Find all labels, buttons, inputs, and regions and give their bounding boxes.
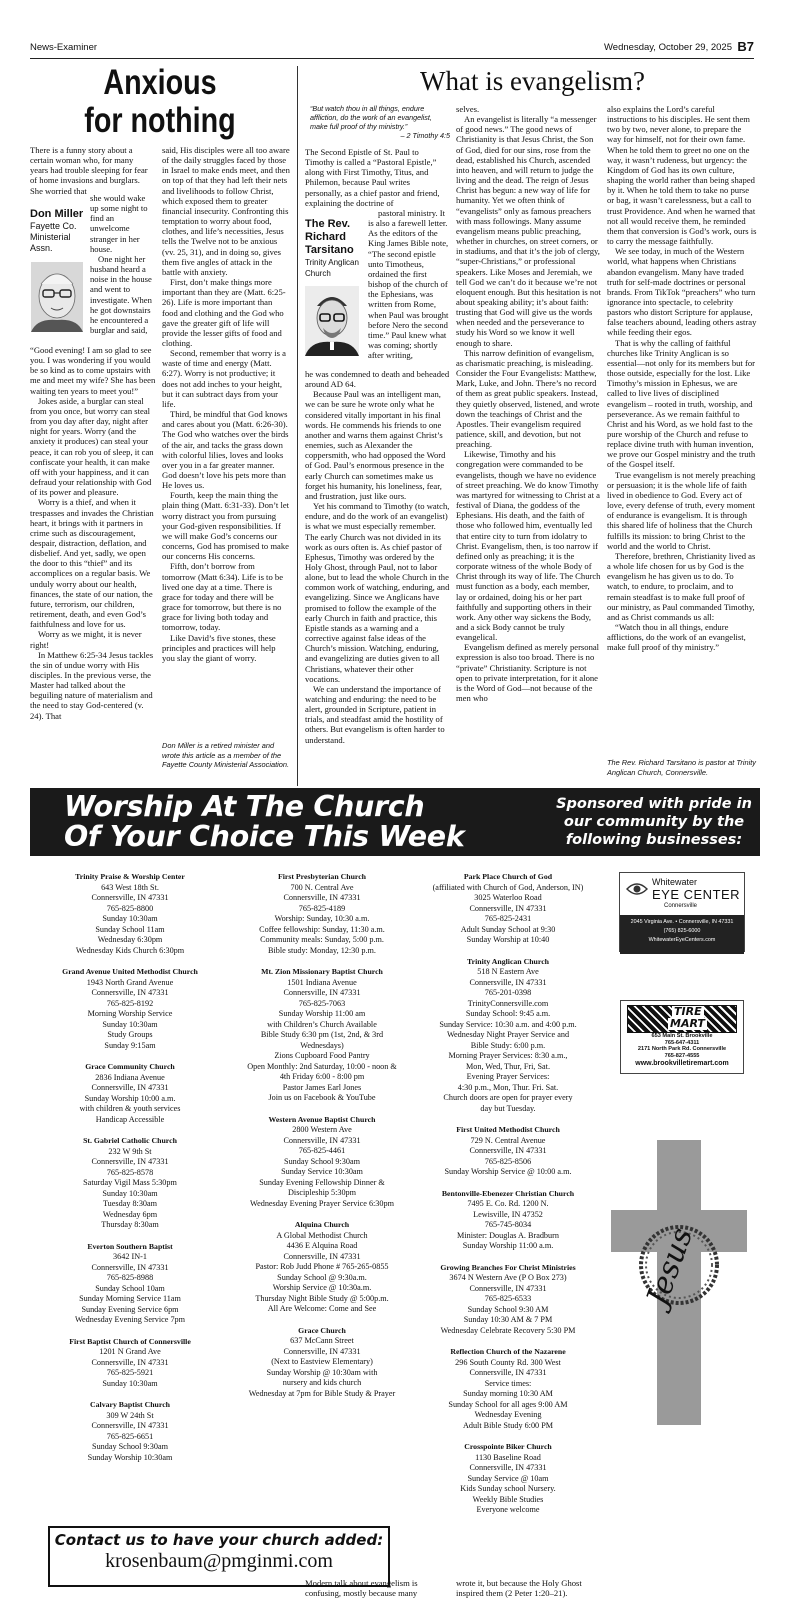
church-detail-line: Sunday School 9:30 AM xyxy=(467,1304,549,1314)
church-detail-line: Sunday School 9:30am xyxy=(92,1442,168,1451)
church-name: Bentonville-Ebenezer Christian Church xyxy=(441,1188,575,1198)
church-detail-line: Sunday 10:30 AM & 7 PM xyxy=(463,1315,553,1324)
church-name: First Presbyterian Church xyxy=(277,872,367,881)
paragraph: also explains the Lord’s careful instructions to his disciples. He sent them two by two, never alone, to prepare the way for himself, not for their own fame. When he told them to greet no one on the way, it wasn’t rudeness, but urgency: the Kingdom of God has its own culture, shaping the world rather than being shaped by it. When he told them to take no purse or bag, it wasn’t carelessness, but a call to trust Providence. And when he warned that not all would receive them, he reminded them that conversion is God’s work, ours is to carry the message faithfully. xyxy=(607,104,757,247)
church-detail-line: Wednesdays) xyxy=(300,1040,344,1050)
church-detail-line: nursery and kids church xyxy=(282,1378,362,1387)
church-detail-line: Connersville, IN 47331 xyxy=(283,1251,361,1261)
church-detail-line: 1130 Baseline Road xyxy=(475,1452,541,1462)
paragraph: pastoral ministry. It is also a farewell letter. As the editors of the King James Bible note, “The second epistle unto Timotheus, ordained the first bishop of the church of the Ephesians, was written from Rome, when Paul was brought before Nero the second time.” Paul knew what was coming; shortly after writing, xyxy=(368,208,449,361)
right-article-continuation-1: Modern talk about evangelism is confusing, mostly because many xyxy=(305,1578,418,1598)
church-detail-line: Connersville, IN 47331 xyxy=(469,977,547,987)
church-detail-line: Thursday 8:30am xyxy=(101,1220,159,1229)
church-detail-line: Study Groups xyxy=(107,1030,153,1039)
church-detail-line: Sunday School 11am xyxy=(95,924,165,934)
right-article-col1 xyxy=(305,369,450,784)
church-detail-line: Adult Bible Study 6:00 PM xyxy=(462,1420,554,1430)
worship-banner xyxy=(30,788,760,856)
paragraph: Therefore, brethren, Christianity lived as a whole life chosen for us by God is the evangelism he has given us to do. To watch, to endure, to proclaim, and to remain steadfast is to make full proof of our ministry, as Paul commanded Timothy, and as Christ commands us all: xyxy=(607,550,756,622)
left-article-col2 xyxy=(162,145,290,738)
paragraph: “Good evening! I am so glad to see you. I was wondering if you would be so kind as to come upstairs with me and meet my wife? She has been waiting ten years to meet you!” xyxy=(30,345,156,396)
church-name: Everton Southern Baptist xyxy=(87,1241,173,1251)
church-detail-line: Connersville, IN 47331 xyxy=(283,893,361,902)
church-detail-line: Mon, Wed, Thur, Fri, Sat. xyxy=(466,1061,550,1071)
church-name: Trinity Anglican Church xyxy=(466,956,550,966)
church-listing xyxy=(408,957,608,1115)
paragraph: That is why the calling of faithful churches like Trinity Anglican is so essential—not only for its members but for those outside, especially for the lost. Like Timothy’s mission in Ephesus, we are called to live lives of disciplined evangelism – rooted in truth, worship, and perseverance. As we remain faithful to Christ and his Word, as we hold fast to the pure worship of the Church and refuse to replace divine truth with human invention, we prove our Gospel ministry and the truth of the Gospel itself. xyxy=(607,337,756,470)
church-detail-line: Sunday 10:30am xyxy=(102,1019,158,1029)
author-name: Richard xyxy=(305,231,346,243)
church-detail-line: Pastor James Earl Jones xyxy=(282,1082,362,1092)
church-detail-line: Sunday Service @ 10am xyxy=(467,1473,549,1483)
church-name: Trinity Praise & Worship Center xyxy=(75,872,185,881)
church-listing xyxy=(222,1220,422,1315)
paragraph: Jokes aside, a burglar can steal from you once, but worry can steal from you day after day, night after night for years. Worry (and the anxiety it produces) can steal your peace, it can rob you of sleep, it can confiscate your health, it can make off with your happiness, and it can defraud your relationship with God of its power and pleasure. xyxy=(30,395,154,498)
church-detail-line: Wednesday Evening xyxy=(474,1410,542,1419)
paragraph: This narrow definition of evangelism, as charismatic preaching, is misleading. Consider the Four Evangelists: Matthew, Mark, Luke, and John. There’s no record of them as great public speakers. Instead, they quietly observed, listened, and wrote down the teachings of Christ and the Apostles. Their evangelism required patience, skill, and devotion, but not preaching. xyxy=(456,347,600,450)
church-listing xyxy=(222,872,422,956)
church-detail-line: Wednesday at 7pm for Bible Study & Prayer xyxy=(248,1388,396,1398)
church-detail-line: Pastor: Rob Judd Phone # 765-265-0855 xyxy=(255,1262,389,1271)
church-detail-line: Join us on Facebook & YouTube xyxy=(268,1093,376,1102)
church-detail-line: Sunday Evening Fellowship Dinner & xyxy=(259,1177,385,1187)
paragraph: We can understand the importance of watching and enduring: the need to be alert, grounded in Scripture, patient in trials, and steadfast amid the hostility of others. But evangelism is often harder to understand. xyxy=(305,683,445,745)
church-detail-line: 765-825-7063 xyxy=(298,998,346,1008)
church-name: Crosspointe Biker Church xyxy=(464,1442,552,1451)
banner-title: Worship At The Church Of Your Choice This Week xyxy=(64,790,465,853)
epigraph-text: “But watch thou in all things, endure affliction, do the work of an evangelist, make full proof of thy ministry.” xyxy=(310,104,432,131)
church-detail-line: 765-825-4189 xyxy=(298,903,346,913)
author-photo-tarsitano xyxy=(305,286,359,356)
eye-icon xyxy=(626,881,648,897)
church-detail-line: Bible Study 6:30 pm (1st, 2nd, & 3rd xyxy=(260,1030,384,1039)
church-detail-line: Community meals: Sunday, 5:00 p.m. xyxy=(260,935,384,944)
church-detail-line: Worship Service @ 10:30a.m. xyxy=(272,1283,372,1292)
church-detail-line: Sunday Worship 11:00 am xyxy=(278,1009,366,1018)
church-detail-line: 765-825-6533 xyxy=(484,1294,532,1303)
church-detail-line: Zions Cupboard Food Pantry xyxy=(274,1051,370,1060)
church-detail-line: Sunday Worship @ 10:30am with xyxy=(266,1367,378,1377)
publication-name: News-Examiner xyxy=(30,42,98,53)
church-name: Western Avenue Baptist Church xyxy=(268,1114,376,1124)
church-detail-line: with Children’s Church Available xyxy=(267,1019,377,1029)
church-detail-line: Morning Prayer Services: 8:30 a.m., xyxy=(448,1051,568,1060)
author-photo-don-miller xyxy=(31,262,83,332)
contact-heading: Contact us to have your church added: xyxy=(54,1531,384,1549)
eye-center-address-bar: 2045 Virginia Ave. • Connersville, IN 47331 (765) 825-6000 WhitewaterEyeCenters.com xyxy=(620,915,744,954)
church-detail-line: Connersville, IN 47331 xyxy=(91,1421,169,1430)
church-detail-line: Sunday 9:15am xyxy=(104,1040,156,1050)
headline-anxious: Anxious for nothing xyxy=(84,63,236,140)
church-detail-line: 637 McCann Street xyxy=(290,1336,354,1345)
paragraph: Likewise, Timothy and his congregation were commanded to be evangelists, though we have no evidence of street preaching. We do know Timothy was martyred for witnessing to Christ at a festival of Diana, the goddess of the Ephesians. His death, and the faith of those who followed him, eventually led that entire city to turn from idolatry to Christ. Evangelism, then, is too narrow if defined only as preaching; it is the corporate witness of the whole Body of Christ through its way of life. The Church must function as a body, each member, lay or ordained, doing his or her part faithfully and supporting others in their work. Any other way sickens the Body, and a sick Body cannot be truly evangelical. xyxy=(456,449,601,643)
right-article-col1-top xyxy=(305,147,448,207)
church-detail-line: Sunday 10:30am xyxy=(102,914,158,923)
church-detail-line: Connersville, IN 47331 xyxy=(91,988,169,997)
paragraph: Second, remember that worry is a waste of time and energy (Matt. 6:27). Worry is not productive; it does not add inches to your height, but it can subtract days from your life. xyxy=(162,348,286,409)
church-detail-line: 1201 N Grand Ave xyxy=(99,1347,161,1356)
church-detail-line: Evening Prayer Services: xyxy=(466,1072,550,1081)
ad-tire-mart[interactable]: TIRE MART 653 Main St. Brookville 765-647-4311 2171 North Park Rd. Connersville 765-827-4555 www.brookvilletiremart.com xyxy=(620,1000,744,1074)
headline-evangelism: What is evangelism? xyxy=(420,66,645,96)
church-detail-line: Church doors are open for prayer every xyxy=(443,1093,573,1102)
paragraph: Evangelism defined as merely personal expression is also too broad. There is no “private” Christianity. Scripture is not open to private interpretation, for it alone is the Word of God—not because of the men who xyxy=(456,642,600,704)
author-org: Fayette Co. xyxy=(30,221,77,231)
church-detail-line: 700 N. Central Ave xyxy=(290,882,354,892)
church-listing xyxy=(408,1125,608,1178)
church-detail-line: 1943 North Grand Avenue xyxy=(86,977,174,987)
epigraph-ref: – 2 Timothy 4:5 xyxy=(400,131,450,140)
church-detail-line: Saturday Vigil Mass 5:30pm xyxy=(83,1178,177,1187)
church-detail-line: Sunday Worship 10:00 a.m. xyxy=(84,1093,176,1103)
church-detail-line: Thursday Night Bible Study @ 5:00p.m. xyxy=(255,1293,389,1303)
church-detail-line: Handicap Accessible xyxy=(95,1114,165,1124)
church-listing xyxy=(30,967,230,1051)
church-detail-line: 4436 E Alquina Road xyxy=(286,1241,358,1250)
church-detail-line: All Are Welcome: Come and See xyxy=(267,1304,377,1313)
paragraph: One night her husband heard a noise in the house and went to investigate. When he got downstairs he encountered a burglar and said, xyxy=(90,253,152,336)
church-detail-line: Service times: xyxy=(484,1378,532,1388)
author-org: Ministerial xyxy=(30,232,71,242)
church-detail-line: Lewisville, IN 47352 xyxy=(473,1209,543,1219)
paragraph: Yet his command to Timothy (to watch, endure, and do the work of an evangelist) is what we must especially remember. The early Church was not divided in its work as ours often is. As chief pastor of Ephesus, Timothy was ordered by the Holy Ghost, through Paul, not to labor alone, but to lead the whole Church in the common work of watching, enduring, and evangelizing. Since we Anglicans have promised to follow the example of the early Church in faith and practice, this Epistle stands as a warning and a corrective against false ideas of the Church’s mission. Watching, enduring, and evangelizing are duties given to all Christians, whatever their other vocations. xyxy=(305,501,450,684)
church-detail-line: Wednesday Evening Prayer Service 6:30pm xyxy=(250,1198,394,1208)
church-name: Park Place Church of God xyxy=(463,872,553,881)
banner-sponsor-text: Sponsored with pride in our community by the following businesses: xyxy=(556,796,752,848)
author-byline xyxy=(30,208,85,254)
church-detail-line: 3674 N Western Ave (P O Box 273) xyxy=(449,1273,567,1282)
paragraph: Fourth, keep the main thing the plain thing (Matt. 6:31-33). Don’t let worry distract you from pursuing your God-given responsibilities. If we will make God’s concerns our concerns, God has promised to make our concerns His concerns. xyxy=(162,490,290,562)
church-detail-line: 4th Friday 6:00 - 8:00 pm xyxy=(279,1072,365,1081)
church-listing xyxy=(30,1400,230,1463)
church-detail-line: Connersville, IN 47331 xyxy=(91,1262,169,1272)
paragraph: she would wake up some night to find an unwelcome stranger in her house. xyxy=(90,193,148,254)
church-listing xyxy=(408,1189,608,1252)
church-detail-line: 4:30 p.m., Mon, Thur. Fri. Sat. xyxy=(457,1082,559,1092)
church-detail-line: 518 N Eastern Ave xyxy=(477,967,539,976)
church-detail-line: Tuesday 8:30am xyxy=(102,1199,158,1208)
issue-date: Wednesday, October 29, 2025 xyxy=(604,42,732,53)
left-article-col1-top xyxy=(30,145,152,196)
author-tagline-tarsitano: The Rev. Richard Tarsitano is pastor at Trinity Anglican Church, Connersville. xyxy=(607,758,756,777)
church-listing xyxy=(30,872,230,956)
church-detail-line: Connersville, IN 47331 xyxy=(469,1463,547,1472)
church-detail-line: Open Monthly: 2nd Saturday, 10:00 - noon & xyxy=(247,1061,397,1071)
church-listing xyxy=(408,1263,608,1337)
paragraph: We see today, in much of the Western world, what happens when Christians abandon evangelism. Many have traded truth for self-made doctrines or personal brands. From TikTok “preachers” who turn ignorance into spectacle, to celebrity pastors who distort Scripture for applause, false teachers abound, leading others astray while feeding their egos. xyxy=(607,246,757,338)
church-directory-col3 xyxy=(408,872,608,1527)
church-name: Grace Community Church xyxy=(85,1062,175,1071)
church-detail-line: Wednesday 6pm xyxy=(102,1209,158,1219)
paragraph: First, don’t make things more important than they are (Matt. 6:25-26). Life is more important than food and clothing and the God who gave the greater gift of life will provide the lesser gifts of food and clothing. xyxy=(162,277,286,348)
church-detail-line: A Global Methodist Church xyxy=(276,1230,368,1240)
church-detail-line: Connersville, IN 47331 xyxy=(91,1357,169,1367)
church-detail-line: Sunday Morning Service 11am xyxy=(79,1294,181,1303)
church-detail-line: Connersville, IN 47331 xyxy=(91,893,169,902)
church-detail-line: (Next to Eastview Elementary) xyxy=(271,1357,373,1366)
church-detail-line: Connersville, IN 47331 xyxy=(283,1346,361,1356)
church-detail-line: Connersville, IN 47331 xyxy=(91,1083,169,1092)
church-detail-line: Wednesday Kids Church 6:30pm xyxy=(75,945,185,955)
church-listing xyxy=(222,1115,422,1210)
church-detail-line: Weekly Bible Studies xyxy=(472,1494,544,1504)
church-detail-line: TrinityConnersville.com xyxy=(467,998,549,1008)
jesus-cross-illustration xyxy=(605,1140,753,1425)
church-name: Calvary Baptist Church xyxy=(90,1400,170,1409)
author-name: Don Miller xyxy=(30,208,84,220)
church-detail-line: Connersville, IN 47331 xyxy=(91,1157,169,1166)
church-detail-line: Connersville, IN 47331 xyxy=(469,1146,547,1155)
epigraph xyxy=(310,104,450,140)
church-detail-line: Sunday School @ 9:30a.m. xyxy=(277,1272,367,1282)
church-detail-line: Wednesday Celebrate Recovery 5:30 PM xyxy=(440,1325,576,1335)
church-detail-line: 765-825-8988 xyxy=(106,1273,154,1282)
right-article-col3 xyxy=(607,104,757,741)
church-detail-line: Sunday Worship at 10:40 xyxy=(466,935,550,944)
paragraph: “Watch thou in all things, endure afflictions, do the work of an evangelist, make full proof of thy ministry.” xyxy=(607,621,746,653)
page-header xyxy=(30,38,754,59)
church-detail-line: Kids Sunday school Nursery. xyxy=(460,1484,556,1493)
church-detail-line: Sunday Evening Service 6pm xyxy=(81,1304,179,1314)
church-detail-line: (affiliated with Church of God, Anderson, IN) xyxy=(432,882,584,892)
church-listing xyxy=(408,1347,608,1431)
church-detail-line: 3642 IN-1 xyxy=(113,1252,147,1261)
church-detail-line: 765-825-8506 xyxy=(484,1156,532,1166)
page-number: B7 xyxy=(737,39,754,54)
church-detail-line: 765-825-8800 xyxy=(106,903,154,913)
church-name: Growing Branches For Christ Ministries xyxy=(440,1262,576,1272)
right-article-continuation-2: wrote it, but because the Holy Ghost inspired them (2 Peter 1:20–21). xyxy=(456,1578,582,1598)
church-detail-line: 765-825-4461 xyxy=(298,1146,346,1155)
church-listing xyxy=(408,1442,608,1516)
church-name: Reflection Church of the Nazarene xyxy=(450,1347,566,1356)
right-article-col1-wrap xyxy=(368,208,450,368)
paragraph: Worry is a thief, and when it trespasses and invades the Christian heart, it brings with it partners in crime such as discouragement, despair, distraction, deflation, and disbelief. And yet, sadly, we open the door to this “thief” and its accomplices on a regular basis. We unduly worry about our health, finances, the state of our nation, the future, terrorism, our children, retirement, death, and even God’s faithfulness and love for us. xyxy=(30,497,154,630)
church-detail-line: Minister: Douglas A. Bradburn xyxy=(457,1230,559,1240)
church-detail-line: 643 West 18th St. xyxy=(101,882,159,892)
church-name: Grand Avenue United Methodist Church xyxy=(62,967,198,976)
church-name: St. Gabriel Catholic Church xyxy=(83,1136,177,1145)
church-name: Mt. Zion Missionary Baptist Church xyxy=(261,967,383,976)
ad-whitewater-eye-center[interactable]: Whitewater EYE CENTER Connersville 2045 Virginia Ave. • Connersville, IN 47331 (765) 825-6000 WhitewaterEyeCenters.com xyxy=(619,872,745,952)
church-detail-line: 2836 Indiana Avenue xyxy=(95,1072,165,1082)
paragraph: Worry as we might, it is never right! xyxy=(30,629,142,650)
church-listing xyxy=(222,1326,422,1400)
church-detail-line: Bible Study: 6:00 p.m. xyxy=(470,1040,546,1050)
church-detail-line: Connersville, IN 47331 xyxy=(469,903,547,913)
column-divider xyxy=(297,66,298,786)
church-detail-line: 232 W 9th St xyxy=(108,1146,152,1156)
church-detail-line: 765-825-5921 xyxy=(106,1368,154,1377)
church-detail-line: Bible study: Monday, 12:30 p.m. xyxy=(268,945,376,955)
church-detail-line: Wednesday Night Prayer Service and xyxy=(446,1030,570,1039)
paragraph: said, His disciples were all too aware of the daily struggles faced by those in Israel to make ends meet, and then on top of that they had left their nets and livelihoods to follow Christ, which exposed them to greater financial insecurity. Confronting this temptation to worry about food, clothes, and life’s necessities, Jesus tells the Twelve not to be anxious (vv. 25, 31), and in doing so, gives them five angles of attack in the battle with anxiety. xyxy=(162,145,290,277)
church-detail-line: 765-825-8192 xyxy=(106,998,154,1008)
author-org: Assn. xyxy=(30,243,53,253)
church-detail-line: 7495 E. Co. Rd. 1200 N. xyxy=(467,1199,549,1208)
author-byline-tarsitano xyxy=(305,218,365,279)
church-name: Alquina Church xyxy=(294,1220,350,1229)
paragraph: An evangelist is literally “a messenger of good news.” The good news of Christianity is that Jesus Christ, the Son of God, died for our sins, rose from the dead, established his Church, ascended into heaven, and will return to judge the living and the dead. The reign of Jesus Christ has begun: a new way of life for humanity. Yet we often think of “evangelists” only as famous preachers with mass followings. Many assume evangelism means public preaching, whether in churches, on street corners, or in stadiums, and that it’s the job of clergy, “super-Christians,” or professional speakers. Like Moses and Jeremiah, we tell God we can’t do it because we’re not eloquent enough. But this hesitation is not about speaking ability; it’s about faith: trusting that God will give us the words when needed and the perseverance to study his Word so we know it well enough to share. xyxy=(456,114,601,348)
church-detail-line: with children & youth services xyxy=(79,1104,181,1113)
church-detail-line: 765-745-8034 xyxy=(484,1220,532,1229)
church-detail-line: 3025 Waterloo Road xyxy=(474,893,542,902)
church-detail-line: Sunday School: 9:45 a.m. xyxy=(465,1009,551,1018)
church-detail-line: Discipleship 5:30pm xyxy=(288,1188,356,1197)
church-detail-line: Connersville, IN 47331 xyxy=(283,1135,361,1145)
church-detail-line: Connersville, IN 47331 xyxy=(469,1283,547,1293)
church-detail-line: Wednesday 6:30pm xyxy=(97,935,163,944)
church-listing xyxy=(408,872,608,946)
author-name: Tarsitano xyxy=(305,244,354,256)
church-listing xyxy=(30,1242,230,1326)
church-detail-line: Sunday School 9:30am xyxy=(284,1156,360,1166)
church-detail-line: Connersville, IN 47331 xyxy=(283,988,361,997)
author-org: Church xyxy=(305,269,331,278)
paragraph: The Second Epistle of St. Paul to Timothy is called a “Pastoral Epistle,” along with First Timothy, Titus, and Philemon, because Paul writes personally, as a chief pastor and friend, explaining the doctrine of xyxy=(305,147,440,208)
right-article-col2 xyxy=(456,104,601,784)
author-tagline: Don Miller is a retired minister and wrote this article as a member of the Fayette County Ministerial Association. xyxy=(162,741,290,769)
church-detail-line: 765-825-2431 xyxy=(484,914,532,923)
author-name: The Rev. xyxy=(305,218,351,230)
church-detail-line: Sunday Service: 10:30 a.m. and 4:00 p.m. xyxy=(439,1019,577,1029)
tire-mart-logo: TIRE MART xyxy=(627,1005,737,1033)
author-org: Trinity Anglican xyxy=(305,258,359,267)
left-article-col1-wrap xyxy=(90,193,154,343)
church-detail-line: Sunday Service 10:30am xyxy=(281,1167,363,1176)
church-detail-line: 765-825-6651 xyxy=(106,1431,154,1441)
church-detail-line: Sunday 10:30am xyxy=(102,1378,158,1388)
church-detail-line: 309 W 24th St xyxy=(106,1410,154,1420)
church-detail-line: Connersville, IN 47331 xyxy=(469,1368,547,1377)
church-detail-line: Sunday Worship 10:30am xyxy=(87,1452,173,1462)
paragraph: Like David’s five stones, these principles and practices will help you slay the giant of worry. xyxy=(162,632,276,663)
paragraph: True evangelism is not merely preaching or persuasion; it is the whole life of faith lived in obedience to God. Every act of love, every defense of truth, every moment of endurance is evangelism. It is through this shared life of holiness that the Church fulfills its mission: to bring Christ to the world and the world to Christ. xyxy=(607,469,756,551)
paragraph: Fifth, don’t borrow from tomorrow (Matt 6:34). Life is to be lived one day at a time. There is grace for today and there will be grace for tomorrow, but there is no grace for living both today and tomorrow, today. xyxy=(162,561,284,633)
church-name: Grace Church xyxy=(298,1325,346,1335)
church-detail-line: 765-825-8578 xyxy=(106,1167,154,1177)
church-detail-line: Sunday Worship Service @ 10:00 a.m. xyxy=(444,1167,572,1176)
paragraph: he was condemned to death and beheaded around AD 64. xyxy=(305,369,450,390)
church-detail-line: Sunday 10:30am xyxy=(102,1188,158,1198)
church-detail-line: Adult Sunday School at 9:30 xyxy=(460,924,556,934)
church-listing xyxy=(30,1062,230,1125)
church-name: First Baptist Church of Connersville xyxy=(69,1336,191,1346)
church-detail-line: Sunday School 10am xyxy=(95,1283,165,1293)
church-name: First United Methodist Church xyxy=(456,1125,560,1134)
paragraph: Because Paul was an intelligent man, we can be sure he wrote only what he considered vitally important in his final words. He commends his friends to one another and warns them against Christ’s enemies, such as Alexander the coppersmith, who had opposed the Word of God. Paul’s enormous presence in the early Church can sometimes make us forget his humanity, his loneliness, fear, and frustration, just like ours. xyxy=(305,389,446,501)
church-directory-col1 xyxy=(30,872,230,1474)
church-detail-line: Wednesday Evening Service 7pm xyxy=(74,1315,186,1324)
contact-email[interactable]: krosenbaum@pmginmi.com xyxy=(105,1550,333,1572)
church-detail-line: Sunday morning 10:30 AM xyxy=(463,1389,553,1398)
church-listing xyxy=(30,1136,230,1231)
paragraph: In Matthew 6:25-34 Jesus tackles the sin of undue worry with His disciples. In the previous verse, the Master had talked about the beguiling nature of materialism and the need to stay God-centered (v. 24). That xyxy=(30,649,154,721)
church-detail-line: Everyone welcome xyxy=(476,1505,540,1514)
church-detail-line: Coffee fellowship: Sunday, 11:30 a.m. xyxy=(259,924,385,934)
church-detail-line: Sunday Worship 11:00 a.m. xyxy=(462,1241,554,1250)
church-listing xyxy=(30,1337,230,1390)
church-detail-line: 729 N. Central Avenue xyxy=(470,1135,546,1145)
paragraph: There is a funny story about a certain woman who, for many years had trouble sleeping for fear of home invasions and burglars. She worried that xyxy=(30,145,148,196)
church-detail-line: Worship: Sunday, 10:30 a.m. xyxy=(274,914,370,923)
paragraph: Third, be mindful that God knows and cares about you (Matt. 6:26-30). The God who watches over the birds of the air, and tacks the grass down with colorful lilies, loves and looks over you in a far greater manner. God doesn’t love his pets more than He loves us. xyxy=(162,409,289,491)
church-detail-line: 2800 Western Ave xyxy=(292,1125,352,1134)
church-detail-line: Sunday School for all ages 9:00 AM xyxy=(448,1399,568,1409)
church-detail-line: 1501 Indiana Avenue xyxy=(287,977,357,987)
church-listing xyxy=(222,967,422,1104)
church-detail-line: 765-201-0398 xyxy=(484,988,532,997)
church-detail-line: Morning Worship Service xyxy=(87,1009,173,1018)
left-article-col1 xyxy=(30,345,156,781)
church-directory-col2 xyxy=(222,872,422,1410)
paragraph: selves. xyxy=(456,104,480,114)
church-detail-line: day but Tuesday. xyxy=(480,1103,536,1113)
jesus-lettering: Jesus xyxy=(639,1223,701,1311)
church-detail-line: 296 South County Rd. 300 West xyxy=(455,1357,561,1367)
